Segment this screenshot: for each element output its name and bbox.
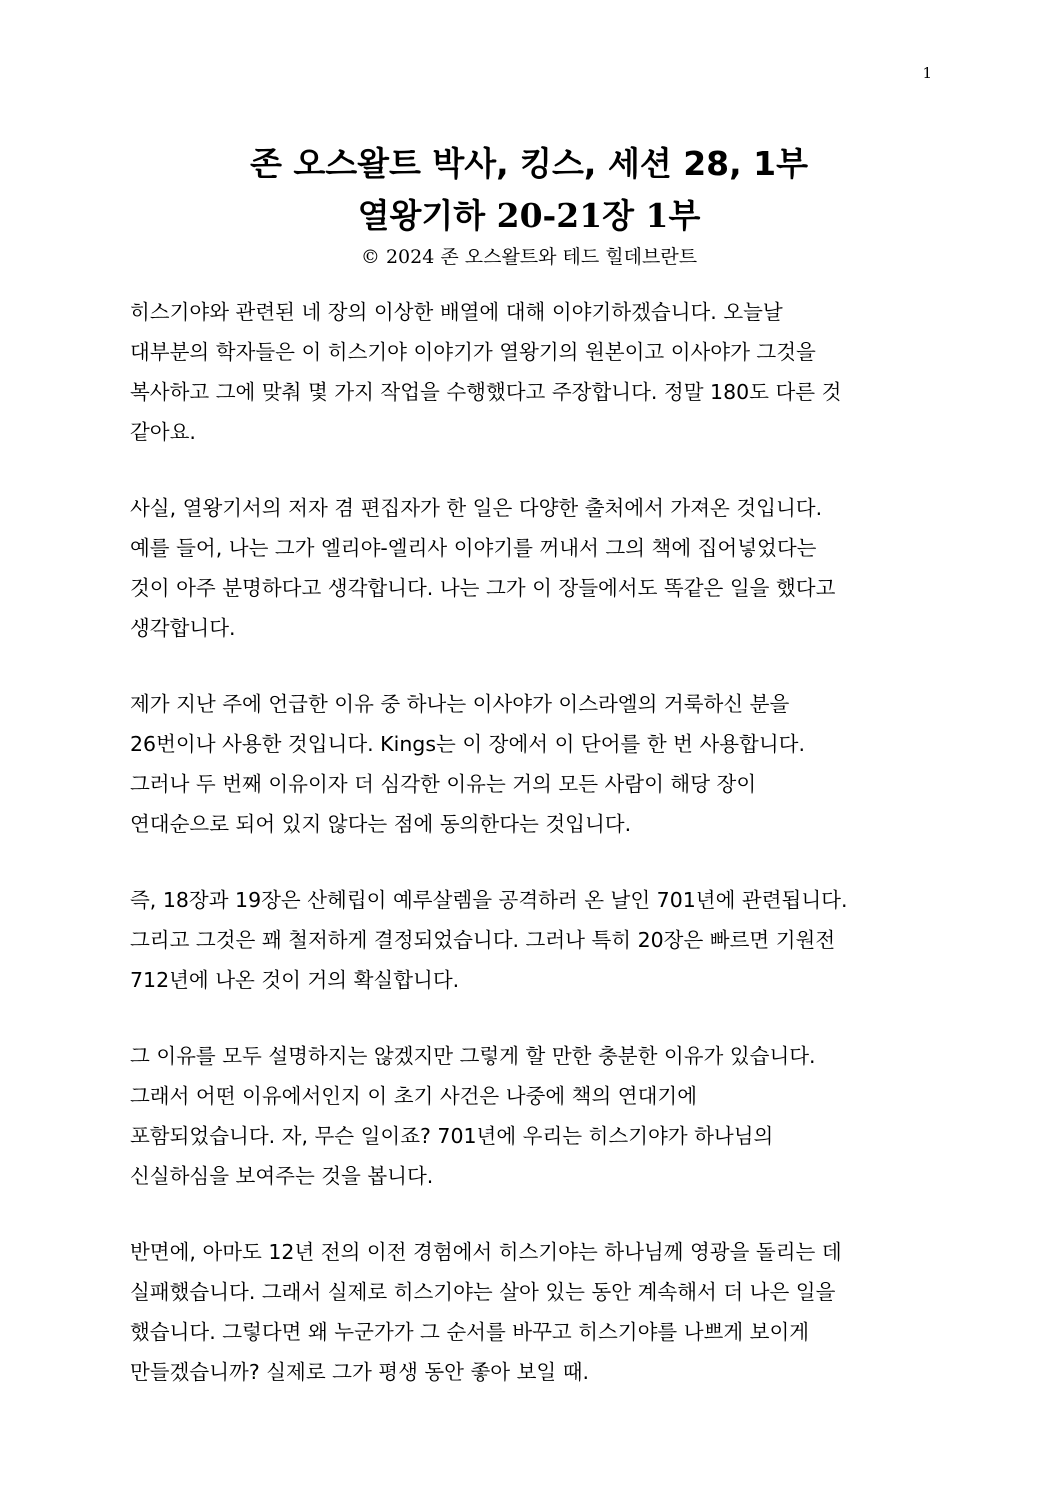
paragraph xyxy=(130,684,930,844)
paragraph-line: 제가 지난 주에 언급한 이유 중 하나는 이사야가 이스라엘의 거룩하신 분을 xyxy=(130,692,790,716)
paragraph-line: 그래서 어떤 이유에서인지 이 초기 사건은 나중에 책의 연대기에 xyxy=(130,1084,698,1108)
paragraph-line: 그러나 두 번째 이유이자 더 심각한 이유는 거의 모든 사람이 해당 장이 xyxy=(130,772,757,796)
page-number: 1 xyxy=(922,64,932,82)
paragraph-line: 같아요. xyxy=(130,420,196,444)
paragraph-line: 히스기야와 관련된 네 장의 이상한 배열에 대해 이야기하겠습니다. 오늘날 xyxy=(130,300,783,324)
paragraph-line: 26번이나 사용한 것입니다. Kings는 이 장에서 이 단어를 한 번 사용합니다. xyxy=(130,732,805,756)
document-title: 존 오스왈트 박사, 킹스, 세션 28, 1부 xyxy=(250,144,808,183)
document-subtitle: 열왕기하 20-21장 1부 xyxy=(357,196,701,235)
paragraph-line: 복사하고 그에 맞춰 몇 가지 작업을 수행했다고 주장합니다. 정말 180도 다른 것 xyxy=(130,380,842,404)
paragraph-line: 생각합니다. xyxy=(130,616,236,640)
paragraph-line: 했습니다. 그렇다면 왜 누군가가 그 순서를 바꾸고 히스기야를 나쁘게 보이게 xyxy=(130,1320,810,1344)
paragraph xyxy=(130,1036,930,1196)
paragraph-line: 연대순으로 되어 있지 않다는 점에 동의한다는 것입니다. xyxy=(130,812,632,836)
document-body xyxy=(130,292,930,1428)
paragraph-line: 그 이유를 모두 설명하지는 않겠지만 그렇게 할 만한 충분한 이유가 있습니다. xyxy=(130,1044,816,1068)
paragraph-line: 만들겠습니까? 실제로 그가 평생 동안 좋아 보일 때. xyxy=(130,1360,590,1384)
paragraph-line: 그리고 그것은 꽤 철저하게 결정되었습니다. 그러나 특히 20장은 빠르면 기원전 xyxy=(130,928,836,952)
paragraph-line: 예를 들어, 나는 그가 엘리야-엘리사 이야기를 꺼내서 그의 책에 집어넣었다는 xyxy=(130,536,817,560)
paragraph xyxy=(130,1232,930,1392)
paragraph-line: 것이 아주 분명하다고 생각합니다. 나는 그가 이 장들에서도 똑같은 일을 했다고 xyxy=(130,576,836,600)
paragraph xyxy=(130,880,930,1000)
paragraph-line: 사실, 열왕기서의 저자 겸 편집자가 한 일은 다양한 출처에서 가져온 것입니다. xyxy=(130,496,823,520)
paragraph xyxy=(130,488,930,648)
paragraph-line: 712년에 나온 것이 거의 확실합니다. xyxy=(130,968,460,992)
paragraph-line: 즉, 18장과 19장은 산헤립이 예루살렘을 공격하러 온 날인 701년에 관련됩니다. xyxy=(130,888,848,912)
paragraph-line: 반면에, 아마도 12년 전의 이전 경험에서 히스기야는 하나님께 영광을 돌리는 데 xyxy=(130,1240,842,1264)
paragraph xyxy=(130,292,930,452)
copyright-notice: © 2024 존 오스왈트와 테드 힐데브란트 xyxy=(360,246,698,268)
paragraph-line: 실패했습니다. 그래서 실제로 히스기야는 살아 있는 동안 계속해서 더 나은 일을 xyxy=(130,1280,836,1304)
paragraph-line: 신실하심을 보여주는 것을 봅니다. xyxy=(130,1164,434,1188)
paragraph-line: 대부분의 학자들은 이 히스기야 이야기가 열왕기의 원본이고 이사야가 그것을 xyxy=(130,340,816,364)
title-block xyxy=(0,138,1058,270)
paragraph-line: 포함되었습니다. 자, 무슨 일이죠? 701년에 우리는 히스기야가 하나님의 xyxy=(130,1124,774,1148)
